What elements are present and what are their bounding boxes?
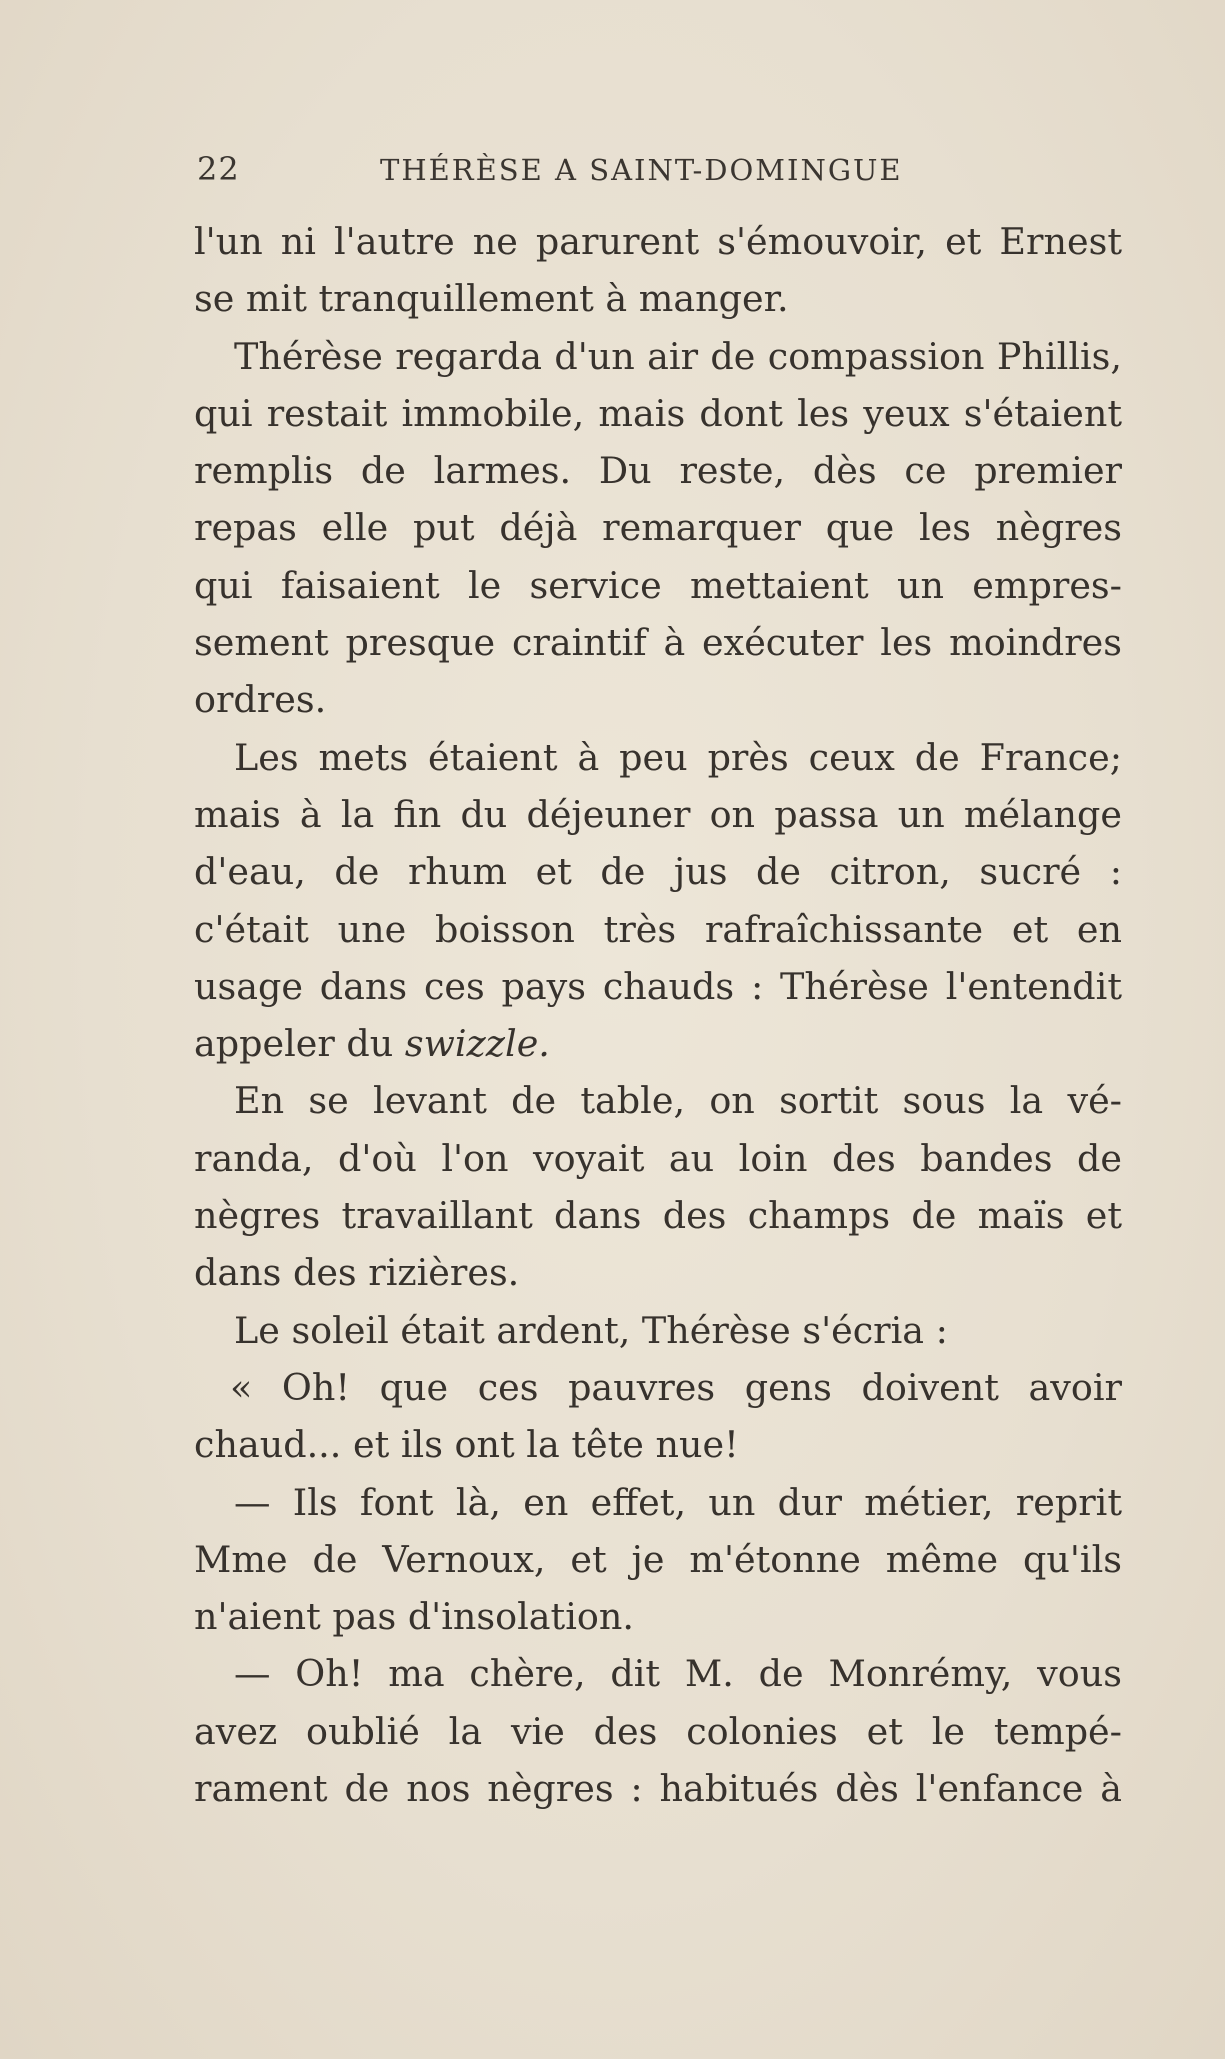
text-line: Thérèse regarda d'un air de compassion Phillis, (234, 334, 1122, 378)
text-line: qui faisaient le service mettaient un empres- (194, 563, 1122, 607)
text-line: ordres. (194, 678, 327, 722)
text-line: randa, d'où l'on voyait au loin des bandes de (194, 1136, 1122, 1180)
text-line: rament de nos nègres : habitués dès l'enfance à (194, 1767, 1122, 1811)
text-line: avez oublié la vie des colonies et le tempé- (194, 1709, 1122, 1753)
text-line: — Ils font là, en effet, un dur métier, reprit (234, 1480, 1122, 1524)
text-line (194, 1015, 1122, 1072)
text-line: sement presque craintif à exécuter les moindres (194, 621, 1122, 665)
text-line: qui restait immobile, mais dont les yeux s'étaient (194, 391, 1122, 435)
text-line: dans des rizières. (194, 1251, 520, 1295)
text-line: mais à la fin du déjeuner on passa un mélange (194, 792, 1122, 836)
text-line: — Oh! ma chère, dit M. de Monrémy, vous (234, 1652, 1122, 1696)
italic-term: swizzle. (404, 1022, 550, 1066)
text-line: nègres travaillant dans des champs de maïs et (194, 1194, 1122, 1238)
text-line: c'était une boisson très rafraîchissante et en (194, 907, 1122, 951)
text-fragment: appeler du (194, 1022, 394, 1066)
text-line: l'un ni l'autre ne parurent s'émouvoir, et Ernest (194, 220, 1122, 263)
text-line: d'eau, de rhum et de jus de citron, sucré : (194, 850, 1122, 894)
running-title: THÉRÈSE A SAINT-DOMINGUE (380, 153, 903, 187)
page-header (197, 150, 942, 200)
text-line: Mme de Vernoux, et je m'étonne même qu'ils (194, 1537, 1122, 1581)
body-text (194, 213, 1122, 1817)
text-line: n'aient pas d'insolation. (194, 1595, 634, 1639)
text-line: usage dans ces pays chauds : Thérèse l'entendit (194, 964, 1122, 1008)
text-line: remplis de larmes. Du reste, dès ce premier (194, 449, 1122, 493)
text-line: repas elle put déjà remarquer que les nègres (194, 506, 1122, 550)
text-line: chaud... et ils ont la tête nue! (194, 1423, 739, 1467)
text-line: Le soleil était ardent, Thérèse s'écria : (234, 1308, 948, 1352)
text-line: Les mets étaient à peu près ceux de France; (234, 735, 1122, 779)
text-line: se mit tranquillement à manger. (194, 277, 789, 321)
page-number: 22 (197, 150, 240, 188)
text-line: En se levant de table, on sortit sous la vé- (234, 1079, 1122, 1123)
text-line: « Oh! que ces pauvres gens doivent avoir (230, 1365, 1122, 1409)
